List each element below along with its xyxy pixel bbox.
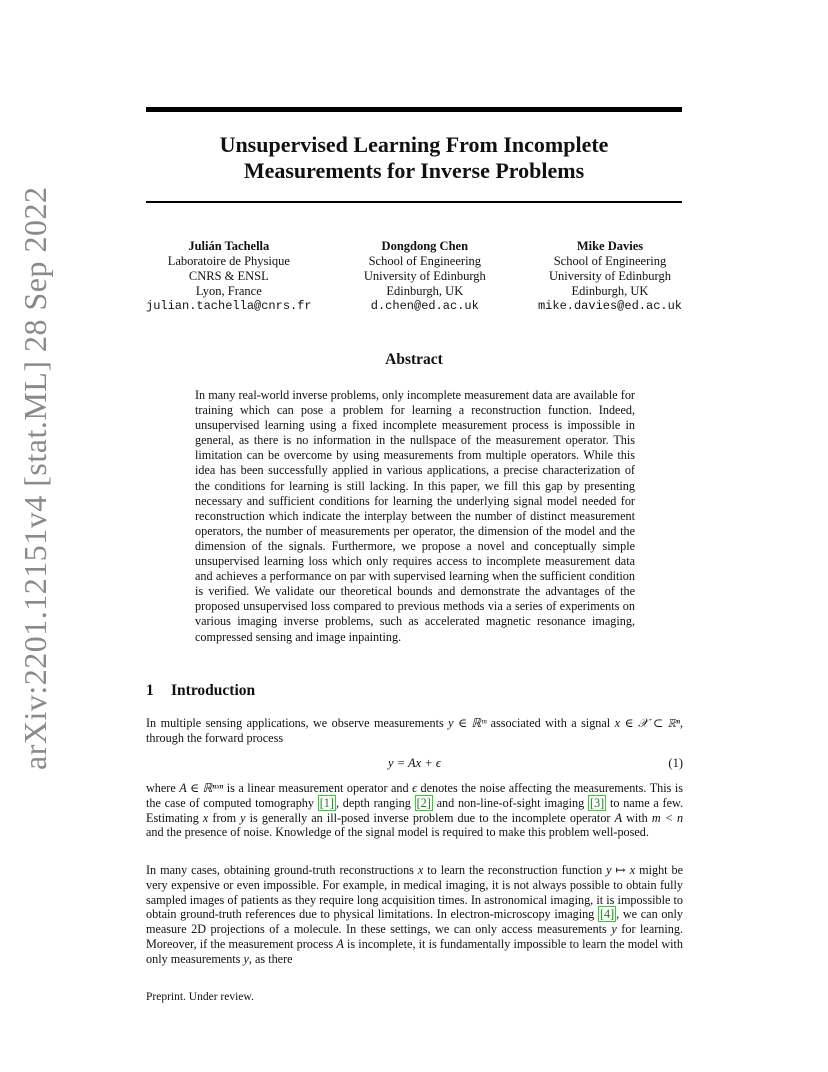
math-inline: x ∈ 𝒳 ⊂ ℝⁿ (614, 716, 680, 730)
author-block (146, 239, 682, 314)
author-affiliation: CNRS & ENSL (188, 269, 269, 283)
author-name: Dongdong Chen (381, 239, 469, 253)
equation-expression: y = Ax + ϵ (388, 756, 441, 770)
section-number: 1 (146, 682, 154, 699)
math-inline: A ∈ ℝⁿˣⁿ (179, 781, 224, 795)
paper-title (146, 132, 682, 184)
arxiv-identifier: arXiv:2201.12151v4 [stat.ML] 28 Sep 2022 (17, 186, 53, 770)
author-affiliation: University of Edinburgh (548, 269, 671, 283)
author-affiliation: School of Engineering (368, 254, 482, 268)
equation-number: (1) (668, 756, 683, 770)
math-inline: ϵ (412, 781, 417, 795)
math-inline: x (417, 863, 424, 877)
section-heading (146, 682, 255, 700)
section-title: Introduction (171, 682, 256, 699)
author-2 (364, 239, 486, 314)
math-inline: A (614, 810, 623, 825)
math-inline: y ∈ ℝᵐ (448, 716, 487, 730)
math-inline: x (202, 810, 209, 825)
math-inline: y (243, 951, 249, 966)
math-inline: A (336, 936, 344, 951)
author-email[interactable]: julian.tachella@cnrs.fr (146, 299, 312, 313)
math-inline: m < n (651, 810, 684, 825)
abstract-text: In many real-world inverse problems, only incomplete measurement data are available for training which can pose a problem for learning a reconstruction function. Indeed, unsupervised learning using a fixed incomplete measurement process is impossible in general, as there is no information in the nullspace of the measurement operator. This limitation can be overcome by using measurements from multiple operators. While this idea has been successfully applied in various applications, a precise characterization of the conditions for learning is still lacking. In this paper, we fill this gap by presenting necessary and sufficient conditions for learning the underlying signal model needed for reconstruction which indicate the interplay between the number of distinct measurement operators, the number of measurements per operator, the dimension of the model and the dimension of the signals. Furthermore, we propose a novel and conceptually simple unsupervised learning loss which only requires access to incomplete measurement data and achieves a performance on par with supervised learning when the sufficient condition is verified. We validate our theoretical bounds and demonstrate the advantages of the proposed unsupervised loss compared to previous methods via a series of experiments on various imaging inverse problems, such as accelerated magnetic resonance imaging, compressed sensing and image inpainting. (195, 388, 635, 644)
author-email[interactable]: mike.davies@ed.ac.uk (537, 299, 682, 313)
author-email[interactable]: d.chen@ed.ac.uk (370, 299, 479, 313)
author-location: Edinburgh, UK (571, 284, 649, 298)
title-bottom-rule (146, 201, 682, 203)
citation-link[interactable]: [4] (599, 907, 615, 922)
paragraph-3: In many cases, obtaining ground-truth reconstructions x to learn the reconstruction function y ↦ x might be very expensive or even impossible. For example, in medical imaging, it is not always possible to obtain fully sampled images of patients as they require long acquisition times. In astronomical imaging, it is impossible to obtain ground-truth references due to physical limitations. In electron-microscopy imaging [4] , we can only measure 2D projections of a molecule. In these settings, we can only access measurements y for learning. Moreover, if the measurement process A is incomplete, it is fundamentally impossible to learn the model with only measurements y, as there (146, 863, 684, 966)
abstract-heading: Abstract (385, 351, 443, 368)
author-affiliation: University of Edinburgh (363, 269, 486, 283)
author-affiliation: Laboratoire de Physique (167, 254, 290, 268)
author-3 (538, 239, 682, 314)
author-location: Edinburgh, UK (386, 284, 464, 298)
title-line-2: Measurements for Inverse Problems (243, 158, 585, 183)
title-top-rule (146, 107, 682, 112)
author-1 (146, 239, 312, 314)
author-affiliation: School of Engineering (553, 254, 667, 268)
author-name: Mike Davies (576, 239, 644, 253)
citation-link[interactable]: [1] (319, 795, 334, 810)
citation-link[interactable]: [3] (590, 795, 605, 810)
author-location: Lyon, France (195, 284, 262, 298)
math-inline: y ↦ x (606, 863, 636, 877)
paragraph-2: where A ∈ ℝⁿˣⁿ is a linear measurement operator and ϵ denotes the noise affecting the measurements. This is the case of computed tomography [1] , depth ranging [2] and non-line-of-sight imaging [3] to name a few. Estimating x from y is generally an ill-posed inverse problem due to the incomplete operator A with m < n and the presence of noise. Knowledge of the signal model is required to make this problem well-posed. (146, 781, 684, 840)
footer-note: Preprint. Under review. (146, 991, 254, 1003)
math-inline: y (240, 810, 246, 825)
math-inline: y (611, 922, 617, 937)
citation-link[interactable]: [2] (416, 795, 431, 810)
title-line-1: Unsupervised Learning From Incomplete (219, 132, 609, 157)
author-name: Julián Tachella (188, 239, 270, 253)
paragraph-1: In multiple sensing applications, we observe measurements y ∈ ℝᵐ associated with a signal x ∈ 𝒳 ⊂ ℝⁿ, through the forward process (146, 716, 684, 745)
